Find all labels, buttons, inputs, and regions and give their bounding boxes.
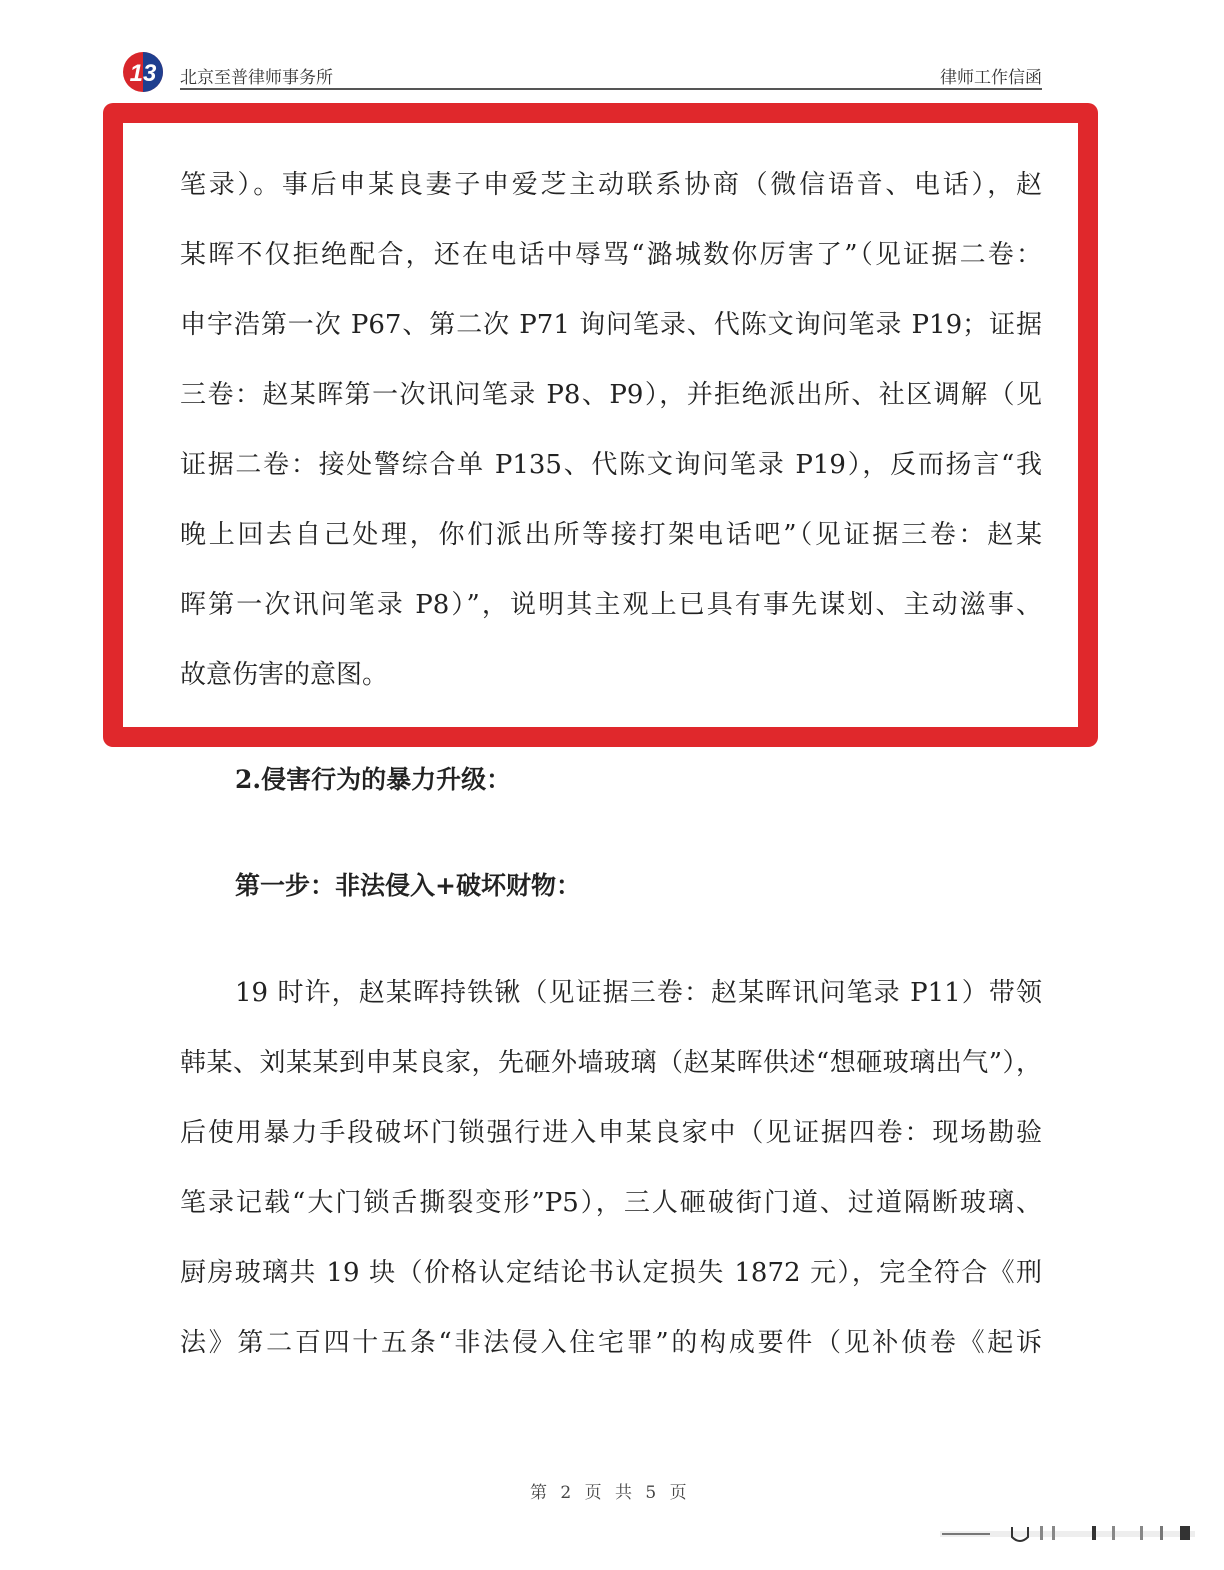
subsection-heading: 第一步：非法侵入+破坏财物： [235,871,581,900]
body-line: 厨房玻璃共 19 块（价格认定结论书认定损失 1872 元），完全符合《刑 [180,1258,1042,1288]
body-line: 笔录记载“大门锁舌撕裂变形”P5），三人砸破街门道、过道隔断玻璃、 [180,1188,1042,1218]
highlighted-line: 证据二卷：接处警综合单 P135、代陈文询问笔录 P19），反而扬言“我 [180,450,1042,480]
highlighted-line: 故意伤害的意图。 [180,660,389,690]
page-number: 第 2 页 共 5 页 [530,1483,691,1503]
body-line: 后使用暴力手段破坏门锁强行进入申某良家中（见证据四卷：现场勘验 [180,1118,1042,1148]
body-line: 法》第二百四十五条“非法侵入住宅罪”的构成要件（见补侦卷《起诉 [180,1328,1042,1358]
header-divider [180,88,1042,90]
highlighted-line: 笔录）。事后申某良妻子申爱芝主动联系协商（微信语音、电话），赵 [180,170,1042,200]
highlighted-line: 三卷：赵某晖第一次讯问笔录 P8、P9），并拒绝派出所、社区调解（见 [180,380,1042,410]
body-line: 19 时许，赵某晖持铁锹（见证据三卷：赵某晖讯问笔录 P11）带领 [235,978,1042,1008]
law-firm-logo [122,50,164,94]
highlighted-line: 晚上回去自己处理，你们派出所等接打架电话吧”（见证据三卷：赵某 [180,520,1042,550]
firm-name: 北京至普律师事务所 [180,68,333,88]
section-heading: 2.侵害行为的暴力升级： [235,765,512,794]
watermark-mark [940,1525,1195,1543]
highlighted-line: 晖第一次讯问笔录 P8）”，说明其主观上已具有事先谋划、主动滋事、 [180,590,1042,620]
highlighted-line: 某晖不仅拒绝配合，还在电话中辱骂“潞城数你厉害了”（见证据二卷： [180,240,1042,270]
svg-text:13: 13 [129,60,157,87]
body-line: 韩某、刘某某到申某良家，先砸外墙玻璃（赵某晖供述“想砸玻璃出气”）， [180,1048,1042,1078]
highlighted-line: 申宇浩第一次 P67、第二次 P71 询问笔录、代陈文询问笔录 P19；证据 [180,310,1042,340]
document-type: 律师工作信函 [940,68,1042,88]
